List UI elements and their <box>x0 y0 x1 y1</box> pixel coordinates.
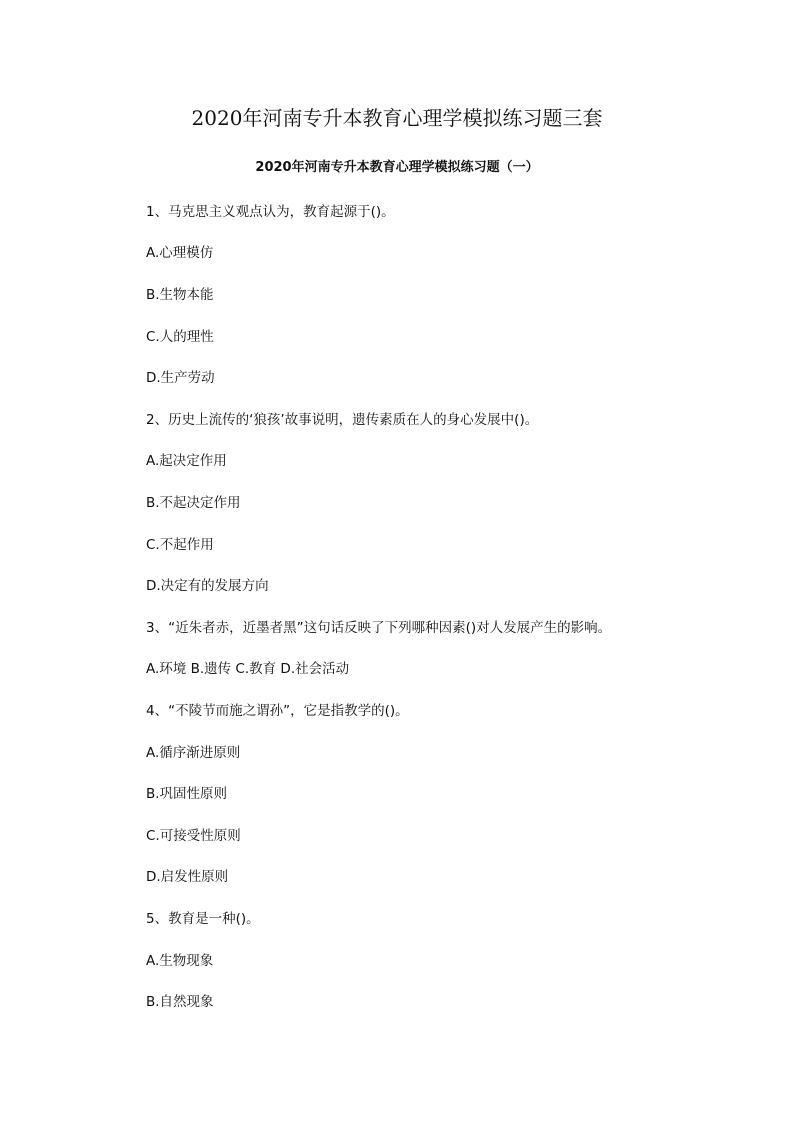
document-title: 2020年河南专升本教育心理学模拟练习题三套 <box>191 106 603 130</box>
q4-option-c: C.可接受性原则 <box>146 828 241 844</box>
question-3: 3、“近朱者赤，近墨者黑”这句话反映了下列哪种因素()对人发展产生的影响。 <box>146 620 612 636</box>
q2-option-b: B.不起决定作用 <box>146 495 241 511</box>
q4-option-b: B.巩固性原则 <box>146 786 228 802</box>
question-4: 4、“不陵节而施之谓孙”，它是指教学的()。 <box>146 703 409 719</box>
q4-option-a: A.循序渐进原则 <box>146 745 241 761</box>
q2-option-d: D.决定有的发展方向 <box>146 578 269 594</box>
q5-option-b: B.自然现象 <box>146 994 214 1010</box>
q1-option-c: C.人的理性 <box>146 329 214 345</box>
q1-option-d: D.生产劳动 <box>146 370 215 386</box>
q3-options: A.环境 B.遗传 C.教育 D.社会活动 <box>146 661 350 677</box>
document-subtitle: 2020年河南专升本教育心理学模拟练习题（一） <box>255 160 539 175</box>
q1-option-a: A.心理模仿 <box>146 245 214 261</box>
question-1: 1、马克思主义观点认为，教育起源于()。 <box>146 204 395 220</box>
q2-option-a: A.起决定作用 <box>146 453 227 469</box>
question-5: 5、教育是一种()。 <box>146 911 260 927</box>
q5-option-a: A.生物现象 <box>146 953 214 969</box>
q2-option-c: C.不起作用 <box>146 537 214 553</box>
q4-option-d: D.启发性原则 <box>146 869 229 885</box>
q1-option-b: B.生物本能 <box>146 287 214 303</box>
question-2: 2、历史上流传的‘狼孩’故事说明，遗传素质在人的身心发展中()。 <box>146 412 539 428</box>
